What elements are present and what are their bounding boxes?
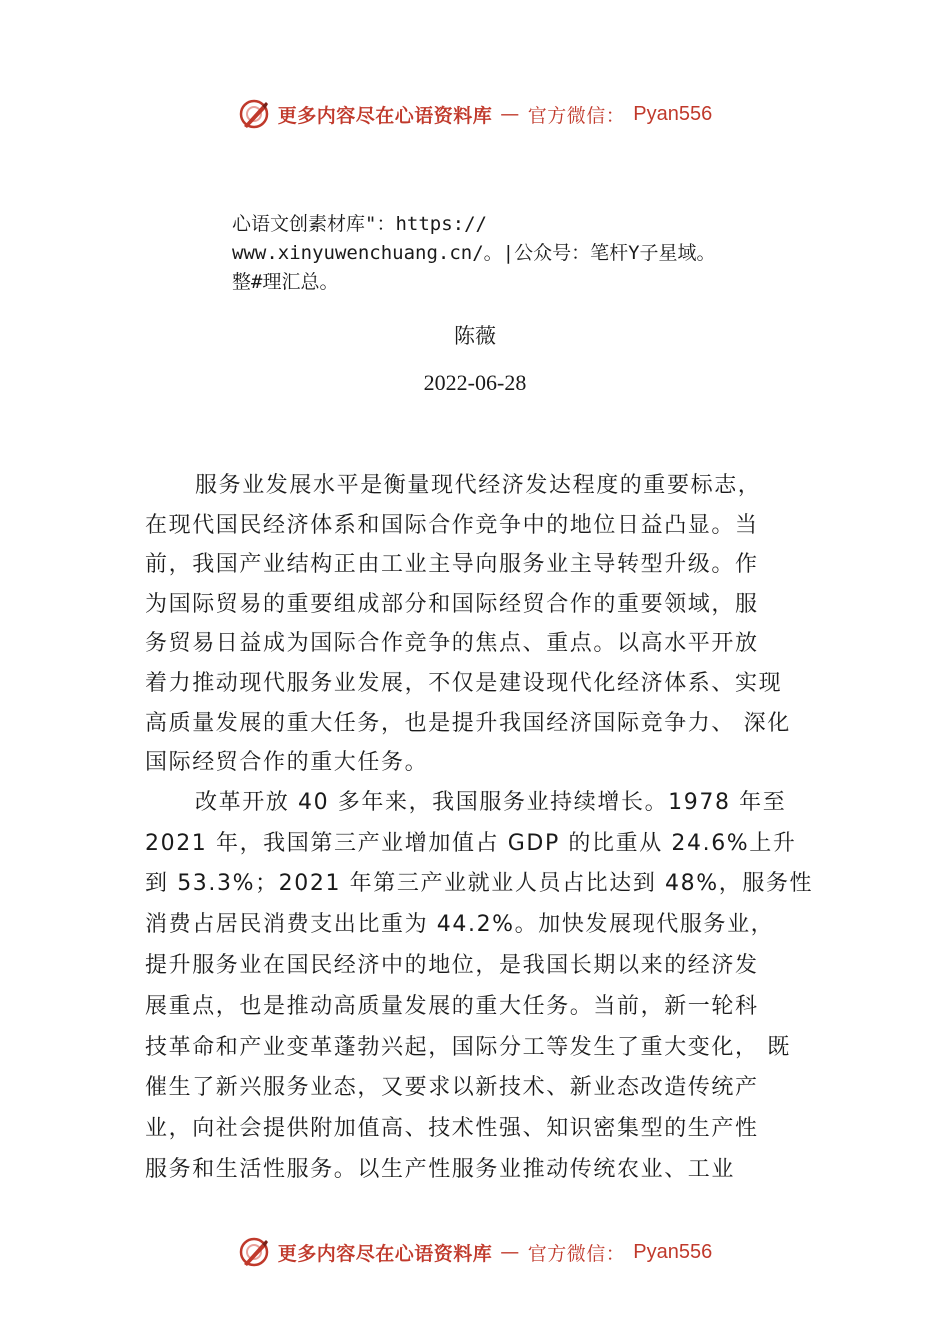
pen-logo-icon <box>238 98 270 130</box>
paragraph-line: 着力推动现代服务业发展，不仅是建设现代化经济体系、实现 <box>145 670 783 696</box>
watermark-main-text: 更多内容尽在心语资料库 <box>277 104 493 127</box>
paragraph-line: 技革命和产业变革蓬勃兴起，国际分工等发生了重大变化， 既 <box>145 1034 791 1060</box>
author-name: 陈薇 <box>454 324 496 348</box>
paragraph-line: 提升服务业在国民经济中的地位，是我国长期以来的经济发 <box>145 952 759 978</box>
publish-date: 2022-06-28 <box>423 370 527 395</box>
paragraph-line: 前，我国产业结构正由工业主导向服务业主导转型升级。作 <box>145 552 759 578</box>
paragraph-line: 在现代国民经济体系和国际合作竞争中的地位日益凸显。当 <box>145 512 759 538</box>
article-body <box>145 466 825 1191</box>
footer-watermark <box>0 1232 950 1272</box>
paragraph-line: 2021 年，我国第三产业增加值占 GDP 的比重从 24.6%上升 <box>145 830 797 856</box>
pen-logo-icon <box>238 1236 270 1268</box>
watermark-sub-text: 官方微信： <box>527 1242 626 1265</box>
paragraph <box>145 466 825 783</box>
paragraph-line: 到 53.3%；2021 年第三产业就业人员占比达到 48%，服务性 <box>145 871 814 897</box>
paragraph-line: 催生了新兴服务业态，又要求以新技术、新业态改造传统产 <box>145 1075 759 1101</box>
watermark-dash: — <box>500 103 520 125</box>
watermark-wechat-id: Pyan556 <box>633 1240 713 1263</box>
paragraph-line: 展重点，也是推动高质量发展的重大任务。当前，新一轮科 <box>145 993 759 1019</box>
paragraph-line: 业，向社会提供附加值高、技术性强、知识密集型的生产性 <box>145 1116 759 1142</box>
header-watermark <box>0 94 950 134</box>
watermark-main-text: 更多内容尽在心语资料库 <box>277 1242 493 1265</box>
watermark-wechat-id: Pyan556 <box>633 102 713 125</box>
paragraph-line: 高质量发展的重大任务，也是提升我国经济国际竞争力、 深化 <box>145 710 791 736</box>
paragraph-line: 改革开放 40 多年来，我国服务业持续增长。1978 年至 <box>195 789 787 815</box>
paragraph-line: 服务和生活性服务。以生产性服务业推动传统农业、工业 <box>145 1156 736 1182</box>
paragraph-line: 国际经贸合作的重大任务。 <box>145 750 429 776</box>
paragraph-line: 消费占居民消费支出比重为 44.2%。加快发展现代服务业， <box>145 912 775 938</box>
paragraph-line: 服务业发展水平是衡量现代经济发达程度的重要标志， <box>195 473 762 498</box>
source-note-line: www.xinyuwenchuang.cn/。|公众号：笔杆Y子星域。 <box>232 242 716 264</box>
watermark-sub-text: 官方微信： <box>527 104 626 127</box>
source-note-line: 整#理汇总。 <box>232 271 339 293</box>
source-note-line: 心语文创素材库"：https:// <box>232 213 487 235</box>
watermark-dash: — <box>500 1241 520 1263</box>
paragraph <box>145 783 825 1191</box>
source-note <box>232 210 852 297</box>
paragraph-line: 为国际贸易的重要组成部分和国际经贸合作的重要领域，服 <box>145 591 759 617</box>
paragraph-line: 务贸易日益成为国际合作竞争的焦点、重点。以高水平开放 <box>145 631 759 657</box>
